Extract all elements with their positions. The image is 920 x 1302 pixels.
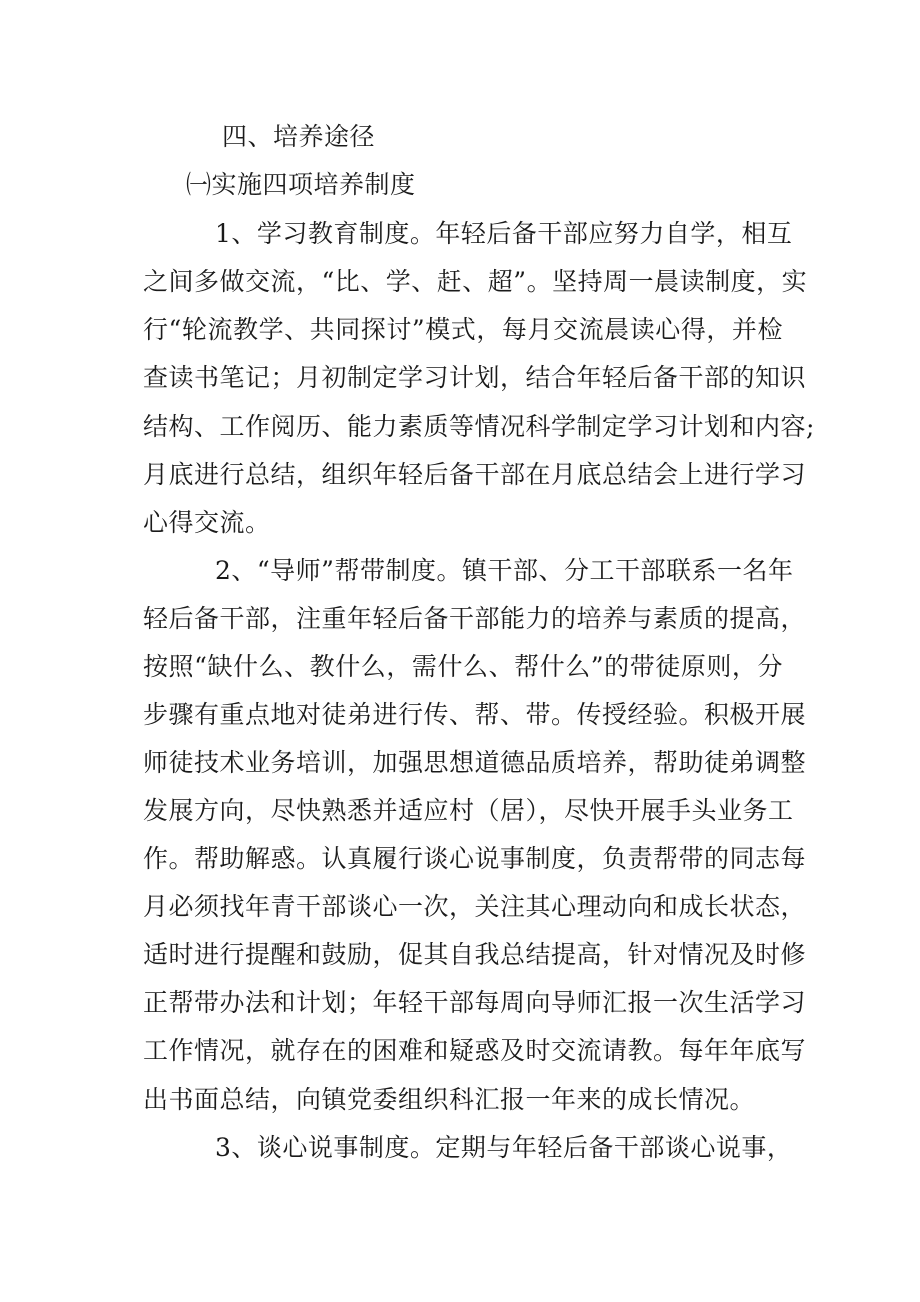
paragraph-1-line-2: 之间多做交流，“比、学、赶、超”。坚持周一晨读制度，实 [143, 267, 808, 296]
paragraph-1-line-1: 1、学习教育制度。年轻后备干部应努力自学，相互 [215, 219, 793, 248]
paragraph-1-line-4: 查读书笔记；月初制定学习计划，结合年轻后备干部的知识 [143, 363, 807, 392]
paragraph-2-line-1: 2、“导师”帮带制度。镇干部、分工干部联系一名年 [215, 556, 794, 585]
paragraph-2-line-8: 月必须找年青干部谈心一次，关注其心理动向和成长状态， [143, 892, 807, 921]
paragraph-2-line-10: 正帮带办法和计划；年轻干部每周向导师汇报一次生活学习 [143, 988, 807, 1017]
paragraph-2-line-5: 师徒技术业务培训，加强思想道德品质培养，帮助徒弟调整 [143, 748, 807, 777]
subsection-heading: ㈠实施四项培养制度 [186, 170, 416, 199]
paragraph-1-line-3: 行“轮流教学、共同探讨”模式，每月交流晨读心得，并检 [143, 315, 783, 344]
paragraph-2-line-3: 按照“缺什么、教什么，需什么、帮什么”的带徒原则，分 [143, 652, 783, 681]
paragraph-2-line-6: 发展方向，尽快熟悉并适应村（居），尽快开展手头业务工 [143, 796, 794, 825]
paragraph-3-line-1: 3、谈心说事制度。定期与年轻后备干部谈心说事， [215, 1133, 793, 1162]
paragraph-2-line-4: 步骤有重点地对徒弟进行传、帮、带。传授经验。积极开展 [143, 700, 807, 729]
paragraph-2-line-7: 作。帮助解惑。认真履行谈心说事制度，负责帮带的同志每 [143, 844, 807, 873]
paragraph-1-line-7: 心得交流。 [143, 508, 271, 537]
section-heading: 四、培养途径 [222, 122, 376, 151]
paragraph-1-line-6: 月底进行总结，组织年轻后备干部在月底总结会上进行学习 [143, 460, 807, 489]
paragraph-1-line-5: 结构、工作阅历、能力素质等情况科学制定学习计划和内容; [143, 412, 815, 441]
paragraph-2-line-12: 出书面总结，向镇党委组织科汇报一年来的成长情况。 [143, 1085, 756, 1114]
paragraph-2-line-11: 工作情况，就存在的困难和疑惑及时交流请教。每年年底写 [143, 1036, 807, 1065]
paragraph-2-line-2: 轻后备干部，注重年轻后备干部能力的培养与素质的提高， [143, 604, 807, 633]
paragraph-2-line-9: 适时进行提醒和鼓励，促其自我总结提高，针对情况及时修 [143, 940, 807, 969]
